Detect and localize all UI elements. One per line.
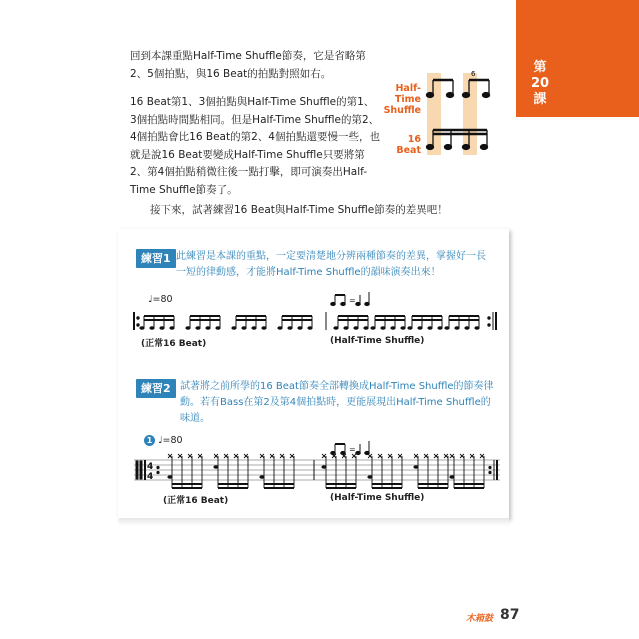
- note-head: [277, 326, 282, 330]
- exercise-2-caption-right: (Half-Time Shuffle): [330, 493, 425, 503]
- exercise-1-tempo: ♩=80: [148, 294, 173, 305]
- exercise-2-swing-indication: [331, 441, 371, 457]
- swing-indication: [331, 292, 370, 306]
- note-head: [205, 326, 210, 330]
- drum-note-head: [321, 465, 326, 469]
- note-head: [353, 326, 358, 330]
- ex1-16beat-notes: [139, 316, 312, 330]
- note-head: [159, 326, 164, 330]
- note-head: [390, 326, 395, 330]
- exercise-2-number: 1: [144, 435, 155, 446]
- exercise-1-caption-right: (Half-Time Shuffle): [330, 336, 425, 346]
- ex2-notes: [167, 454, 484, 488]
- chapter-label-3: 課: [533, 92, 547, 107]
- exercise-2-badge: 練習2: [136, 379, 176, 398]
- note-head: [307, 326, 312, 330]
- chapter-label-2: 20: [530, 76, 550, 91]
- diagram-label-16beat: 16 Beat: [396, 134, 421, 156]
- note-head: [407, 326, 412, 330]
- exercise-1-badge: 練習1: [136, 249, 176, 268]
- svg-text:4: 4: [147, 462, 154, 472]
- highlight-bar-2: [463, 73, 477, 155]
- note-head: [427, 326, 432, 330]
- exercise-2-text: 試著將之前所學的16 Beat節奏全部轉換成Half-Time Shuffle的節奏律動。若有Bass在第2及第4個拍點時，更能展現出Half-Time Shuffle的味道。: [180, 381, 494, 424]
- note-head: [437, 326, 442, 330]
- drum-note-head: [367, 475, 372, 479]
- drum-note-head: [259, 475, 264, 479]
- tuplet-number: 6: [471, 70, 476, 78]
- note-head: [380, 326, 385, 330]
- note-head: [251, 326, 256, 330]
- svg-text:4: 4: [147, 472, 154, 482]
- note-head: [444, 326, 449, 330]
- note-head: [215, 326, 220, 330]
- note-head: [464, 326, 469, 330]
- note-head: [149, 326, 154, 330]
- note-head: [195, 326, 200, 330]
- note-head: [417, 326, 422, 330]
- drum-note-head: [413, 465, 418, 469]
- intro-paragraph-2: 16 Beat第1、3個拍點與Half-Time Shuffle的第1、3個拍點時間點相同。但是Half-Time Shuffle的第2、4個拍點會比16 Beat的第2、4個拍點還要慢一些，也就是說16 Beat要變成Half-Time Shuffle只要將第2、第4個拍點稍微往後一點打擊，即可演奏出Half-Time Shuffle節奏了。: [130, 96, 380, 196]
- note-head: [169, 326, 174, 330]
- note-head: [241, 326, 246, 330]
- drum-note-head: [449, 475, 454, 479]
- note-head: [185, 326, 190, 330]
- note-head: [370, 326, 375, 330]
- drum-note-head: [213, 465, 218, 469]
- highlight-bar-1: [427, 73, 441, 155]
- note-head: [139, 326, 144, 330]
- exercise-2-caption-left: (正常16 Beat): [163, 496, 229, 506]
- ex1-hts-notes: [333, 316, 479, 330]
- exercise-1-caption-left: (正常16 Beat): [141, 339, 207, 349]
- repeat-start: [134, 312, 139, 330]
- note-head: [474, 326, 479, 330]
- exercise-1-notation: [130, 290, 500, 330]
- rhythm-comparison-diagram: [424, 70, 504, 160]
- exercise-1-text: 此練習是本課的重點，一定要清楚地分辨兩種節奏的差異，掌握好一長一短的律動感，才能將Half-Time Shuffle的韻味演奏出來！: [176, 251, 486, 278]
- exercise-2-tempo: ♩=80: [158, 435, 183, 446]
- book-logo: 木箱鼓: [466, 614, 494, 624]
- svg-text:=: =: [349, 445, 356, 454]
- intro-paragraph-3: 接下來，試著練習16 Beat與Half-Time Shuffle節奏的差異吧！: [150, 204, 448, 216]
- note-head: [343, 326, 348, 330]
- panel-shadow: [119, 518, 509, 526]
- note-head: [454, 326, 459, 330]
- repeat-end: [488, 312, 496, 330]
- chapter-label: [526, 60, 554, 108]
- note-head: [363, 326, 368, 330]
- drum-note-head: [167, 475, 172, 479]
- page-number: 87: [500, 607, 520, 623]
- intro-paragraph-1: 回到本課重點Half-Time Shuffle節奏，它是省略第2、5個拍點，與16 Beat的拍點對照如右。: [130, 50, 366, 80]
- svg-text:=: =: [349, 296, 356, 305]
- chapter-label-1: 第: [533, 60, 547, 75]
- note-head: [261, 326, 266, 330]
- staff-lines: [134, 460, 500, 480]
- clef-and-timesig: [136, 460, 159, 482]
- note-head: [297, 326, 302, 330]
- note-head: [333, 326, 338, 330]
- diagram-label-hts: Half-Time Shuffle: [383, 83, 421, 116]
- note-head: [287, 326, 292, 330]
- note-head: [400, 326, 405, 330]
- exercise-2-staff: [134, 452, 500, 494]
- note-head: [231, 326, 236, 330]
